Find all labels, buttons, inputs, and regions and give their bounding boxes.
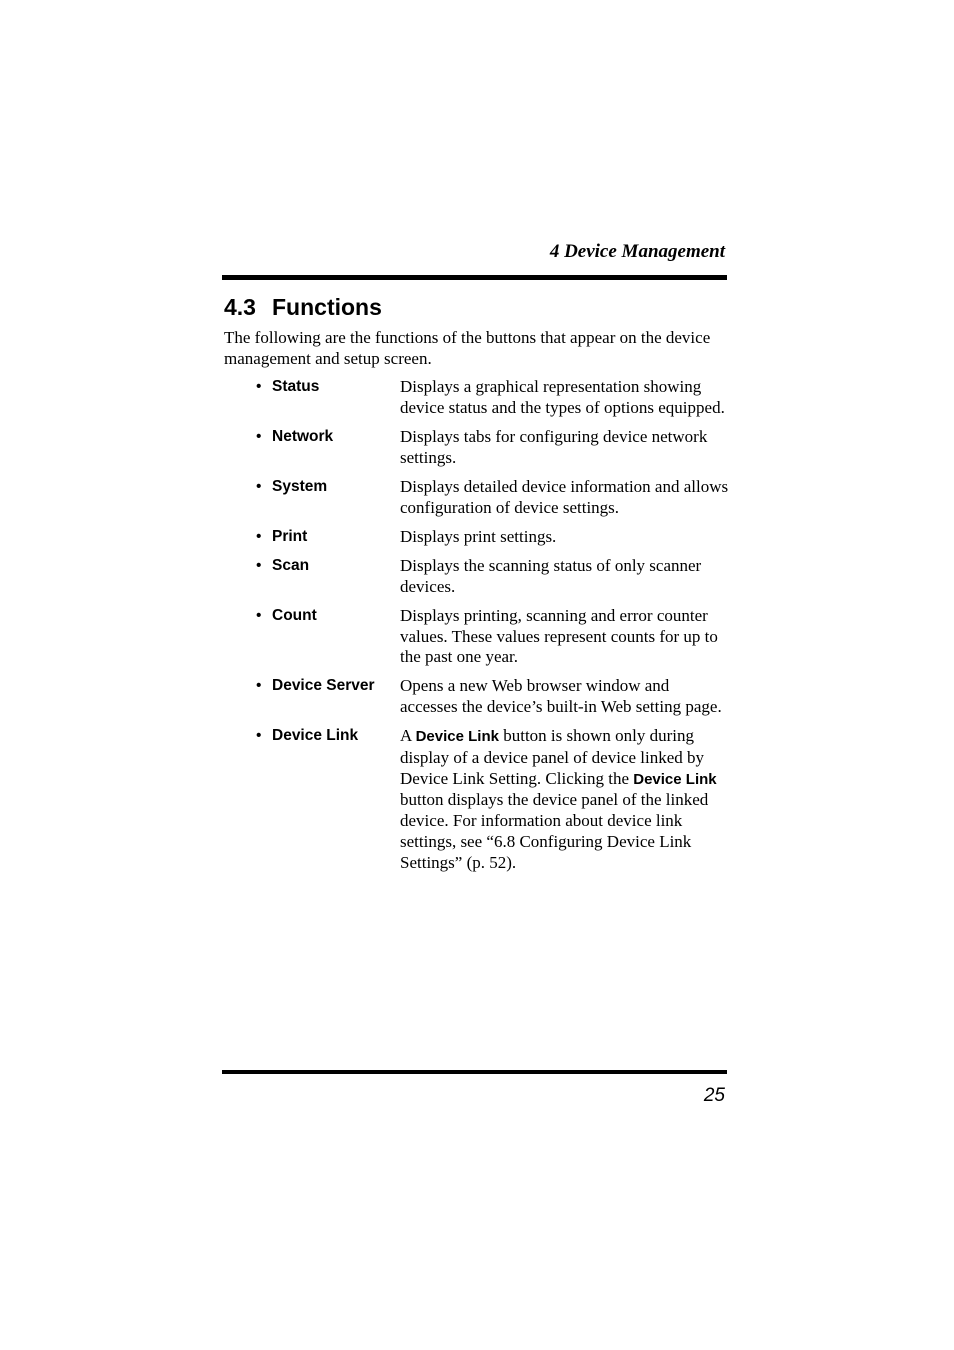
term-network: Network	[272, 427, 334, 445]
desc-scan: Displays the scanning status of only scanner devices.	[400, 555, 702, 596]
term-scan: Scan	[272, 556, 310, 574]
desc-network: Displays tabs for configuring device network settings.	[400, 426, 708, 467]
function-list	[254, 377, 729, 882]
desc-device-server: Opens a new Web browser window and accesses the device’s built-in Web setting page.	[400, 676, 722, 717]
bullet: •	[256, 606, 262, 624]
running-head: 4 Device Management	[549, 241, 725, 262]
ui-label-device-link: Device Link	[415, 728, 499, 746]
term-system: System	[272, 477, 328, 495]
desc-system: Displays detailed device information and allows configuration of device settings.	[400, 476, 729, 517]
bullet: •	[256, 556, 262, 574]
list-item-device-server	[254, 676, 729, 717]
term-count: Count	[272, 606, 317, 624]
desc-device-link: A Device Link button is shown only during display of a device panel of device linked by Device Link Setting. Clicking the Device Link button displays the device panel of the linked device. For information about device link settings, see “6.8 Configuring Device Link Settings” (p. 52).	[400, 726, 717, 872]
bullet: •	[256, 527, 262, 545]
page-number: 25	[703, 1085, 725, 1106]
list-item-system	[254, 477, 729, 518]
desc-count: Displays printing, scanning and error counter values. These values represent counts for up to the past one year.	[400, 605, 718, 667]
list-item-scan	[254, 556, 729, 597]
list-item-count	[254, 606, 729, 668]
ui-label-device-link: Device Link	[633, 770, 717, 788]
intro-paragraph: The following are the functions of the buttons that appear on the device management and setup screen.	[224, 328, 711, 368]
desc-print: Displays print settings.	[400, 526, 557, 546]
term-device-link: Device Link	[272, 727, 359, 745]
bullet: •	[256, 378, 262, 395]
bullet: •	[256, 727, 262, 745]
header-rule	[222, 275, 727, 280]
bullet: •	[256, 427, 262, 445]
section-title	[224, 292, 382, 322]
list-item-print	[254, 527, 729, 548]
bullet: •	[256, 677, 262, 695]
desc-status: Displays a graphical representation showing device status and the types of options equipped.	[400, 377, 725, 417]
list-item-device-link	[254, 726, 729, 873]
term-device-server: Device Server	[272, 677, 375, 695]
term-print: Print	[272, 527, 308, 545]
section-number: 4.3	[224, 294, 256, 320]
bullet: •	[256, 477, 262, 495]
section-title-text: Functions	[272, 294, 382, 320]
list-item-status	[254, 377, 729, 418]
term-status: Status	[272, 378, 320, 395]
footer-rule	[222, 1070, 727, 1074]
list-item-network	[254, 427, 729, 468]
